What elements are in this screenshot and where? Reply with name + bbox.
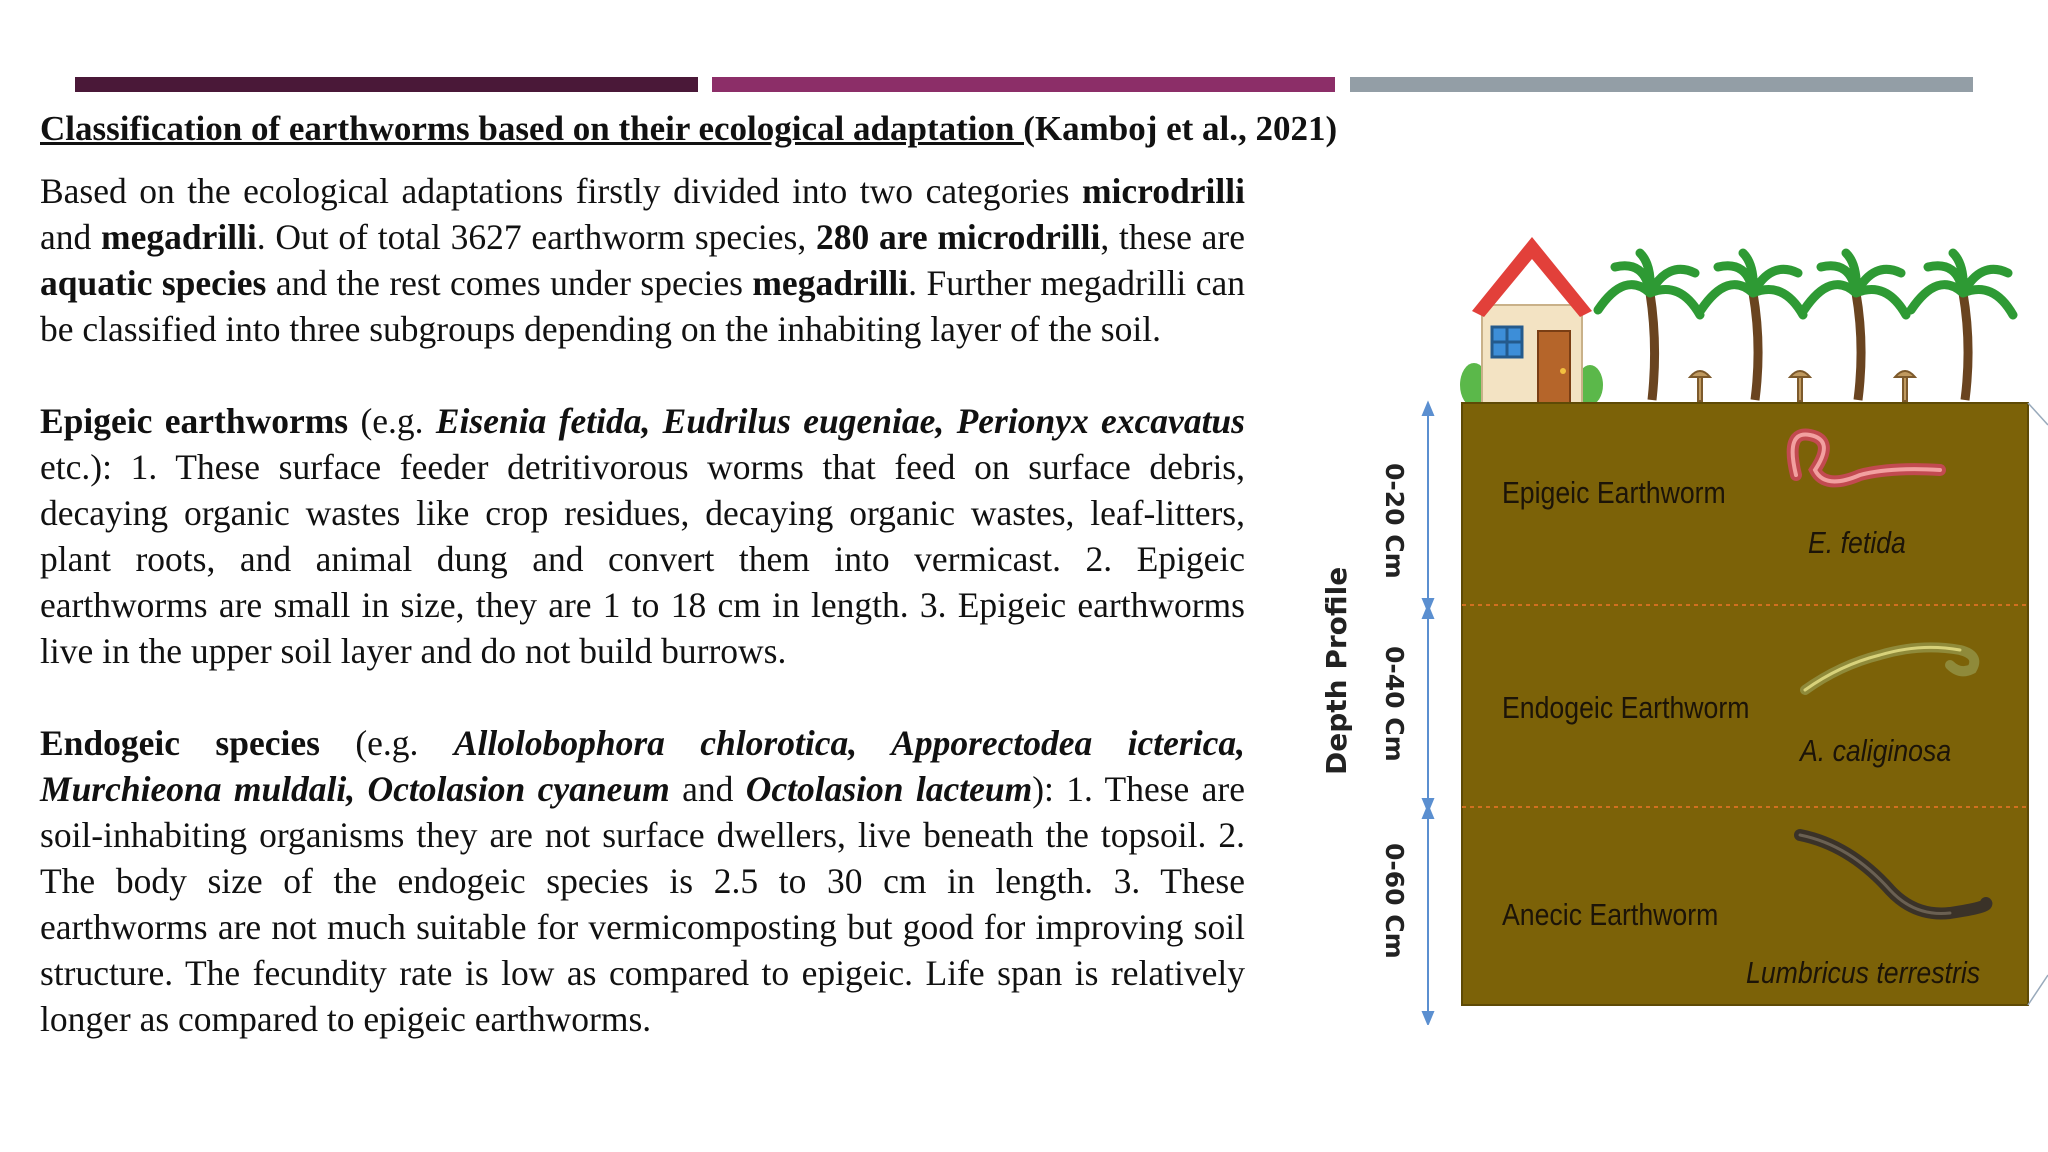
species-label-endogeic: A. caliginosa	[1800, 733, 1952, 768]
header-bar-1	[75, 77, 698, 92]
layer-label-endogeic: Endogeic Earthworm	[1502, 690, 1750, 725]
depth-arrows	[1423, 403, 1433, 1024]
intro-paragraph: Based on the ecological adaptations firstly divided into two categories microdrilli and megadrilli. Out of total 3627 earthworm species, 280 are microdrilli, these are aquatic species and the rest comes under species megadrilli. Further megadrilli can be classified into three subgroups depending on the inhabiting layer of the soil.	[40, 171, 1246, 349]
layer-label-anecic: Anecic Earthworm	[1502, 897, 1719, 932]
layer-label-epigeic: Epigeic Earthworm	[1502, 475, 1726, 510]
depth-range-label: 0-20 Cm	[1380, 463, 1409, 579]
species-label-epigeic: E. fetida	[1808, 525, 1906, 560]
species-label-anecic: Lumbricus terrestris	[1746, 955, 1981, 990]
soil-depth-figure	[1300, 225, 2048, 1025]
endogeic-paragraph: Endogeic species (e.g. Allolobophora chlorotica, Apporectodea icterica, Murchieona muldali, Octolasion cyaneum and Octolasion lacteum): 1. These are soil-inhabiting organisms they are not surface dwellers, live beneath the topsoil. 2. The body size of the endogeic species is 2.5 to 30 cm in length. 3. These earthworms are not much suitable for vermicomposting but good for improving soil structure. The fecundity rate is low as compared to epigeic. Life span is relatively longer as compared to epigeic earthworms.	[40, 723, 1245, 1039]
depth-range-label: 0-60 Cm	[1380, 843, 1409, 959]
epigeic-paragraph: Epigeic earthworms (e.g. Eisenia fetida, Eudrilus eugeniae, Perionyx excavatus etc.): 1. These surface feeder detritivorous worms that feed on surface debris, decaying organic wastes like crop residues, decaying organic wastes, leaf-litters, plant roots, and animal dung and convert them into vermicast. 2. Epigeic earthworms are small in size, they are 1 to 18 cm in length. 3. Epigeic earthworms live in the upper soil layer and do not build burrows.	[40, 401, 1245, 671]
slide-title: Classification of earthworms based on their ecological adaptation (Kamboj et al., 2021)	[40, 109, 1338, 148]
body-text	[40, 168, 1245, 1088]
house-icon	[1460, 237, 1603, 413]
depth-profile-label: Depth Profile	[1320, 566, 1353, 775]
mushroom-icon	[1690, 371, 1915, 401]
header-bar-2	[712, 77, 1335, 92]
header-bar-3	[1350, 77, 1973, 92]
depth-range-label: 0-40 Cm	[1380, 646, 1409, 762]
